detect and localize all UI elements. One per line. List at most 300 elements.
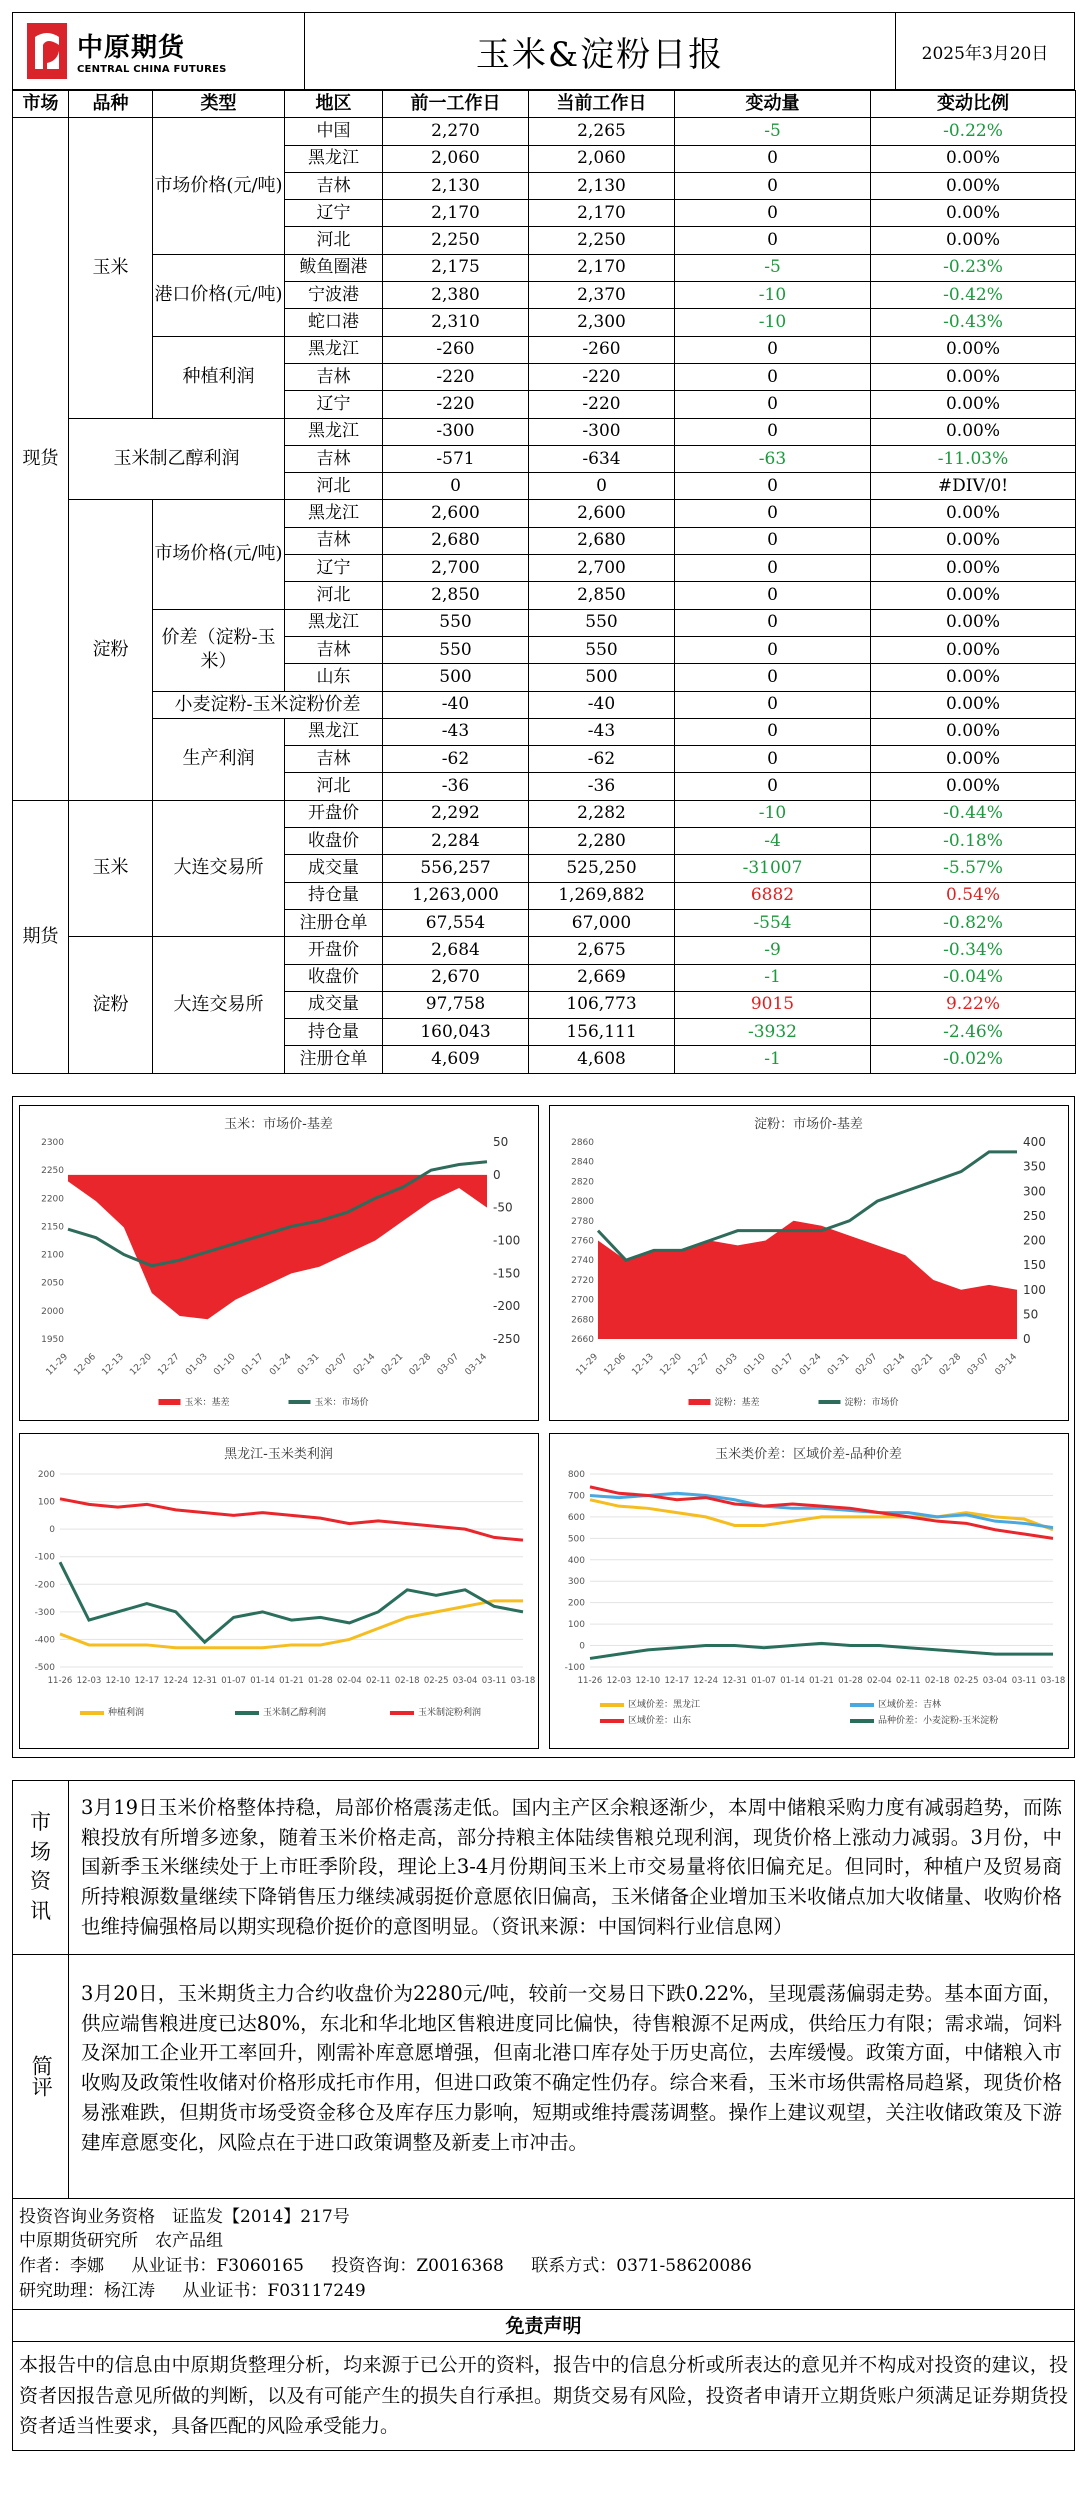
y-tick-label: -100 [34,1552,55,1563]
prev-value-cell: 2,850 [383,582,529,609]
x-tick-label: 02-18 [924,1675,950,1686]
x-tick-label: 12-13 [100,1351,126,1378]
change-pct-cell: 0.00% [871,636,1076,663]
legend-swatch [850,1719,874,1723]
table-header-row [13,91,1076,118]
change-pct-cell: -2.46% [871,1019,1076,1046]
current-value-cell: 2,130 [529,172,675,199]
x-tick-label: 12-20 [128,1351,154,1378]
region-cell: 河北 [285,773,383,800]
current-value-cell: 550 [529,636,675,663]
change-cell: 0 [675,473,871,500]
y-right-tick-label: 200 [1023,1233,1046,1248]
current-value-cell: 525,250 [529,855,675,882]
x-tick-label: 12-27 [156,1351,182,1378]
prev-value-cell: -62 [383,746,529,773]
change-pct-cell: 0.00% [871,746,1076,773]
x-tick-label: 03-18 [1040,1675,1066,1686]
y-tick-label: 100 [37,1497,55,1508]
region-cell: 鲅鱼圈港 [285,254,383,281]
change-pct-cell: 0.00% [871,664,1076,691]
type-starch-spread: 价差（淀粉-玉米） [153,609,285,691]
prev-value-cell: 2,170 [383,200,529,227]
current-value-cell: -260 [529,336,675,363]
x-tick-label: 02-28 [937,1351,964,1378]
region-cell: 黑龙江 [285,418,383,445]
y-left-tick-label: 2840 [571,1157,594,1168]
chart-corn-spread [549,1433,1069,1749]
basis-area [598,1220,1017,1338]
x-tick-label: 02-21 [379,1351,406,1378]
y-right-tick-label: 300 [1023,1183,1046,1198]
x-tick-label: 12-24 [693,1675,719,1686]
change-cell: -4 [675,828,871,855]
y-right-tick-label: 50 [493,1134,509,1149]
current-value-cell: 2,680 [529,527,675,554]
y-left-tick-label: 2250 [41,1165,64,1176]
change-pct-cell: 0.00% [871,363,1076,390]
region-cell: 吉林 [285,746,383,773]
x-tick-label: 03-18 [510,1675,536,1686]
current-value-cell: -62 [529,746,675,773]
x-tick-label: 03-04 [452,1675,478,1686]
assistant-cert: 从业证书：F03117249 [182,2280,366,2301]
current-value-cell: 1,269,882 [529,882,675,909]
current-value-cell: -220 [529,363,675,390]
change-pct-cell: -0.23% [871,254,1076,281]
change-pct-cell: -0.22% [871,118,1076,145]
x-tick-label: 11-29 [574,1351,601,1378]
current-value-cell: 550 [529,609,675,636]
x-tick-label: 01-17 [770,1351,796,1378]
column-header: 前一工作日 [383,91,529,118]
region-cell: 黑龙江 [285,718,383,745]
table-row [13,500,1076,527]
y-tick-label: -300 [34,1607,55,1618]
change-cell: -3932 [675,1019,871,1046]
legend-swatch-price [289,1400,311,1404]
change-cell: 0 [675,773,871,800]
y-left-tick-label: 2820 [571,1177,594,1188]
current-value-cell: 2,669 [529,964,675,991]
change-pct-cell: #DIV/0! [871,473,1076,500]
table-row [13,336,1076,363]
region-cell: 吉林 [285,363,383,390]
change-pct-cell: 0.00% [871,200,1076,227]
y-tick-label: -200 [34,1579,55,1590]
prev-value-cell: -300 [383,418,529,445]
y-tick-label: 500 [567,1534,585,1545]
prev-value-cell: 2,270 [383,118,529,145]
region-cell: 中国 [285,118,383,145]
prev-value-cell: -36 [383,773,529,800]
current-value-cell: 156,111 [529,1019,675,1046]
logo-mark-icon [27,23,67,79]
x-tick-label: 12-10 [105,1675,131,1686]
legend-label: 品种价差：小麦淀粉-玉米淀粉 [878,1715,999,1726]
chart-heilongjiang-profit [19,1433,539,1749]
type-starch-market-price: 市场价格(元/吨) [153,500,285,609]
current-value-cell: 2,280 [529,828,675,855]
prev-value-cell: 2,060 [383,145,529,172]
change-cell: 0 [675,172,871,199]
x-tick-label: 12-31 [192,1675,218,1686]
x-tick-label: 01-14 [780,1675,805,1686]
y-right-tick-label: -50 [493,1200,513,1215]
change-cell: 0 [675,391,871,418]
y-left-tick-label: 2740 [571,1255,594,1266]
legend-swatch [390,1711,414,1715]
prev-value-cell: 0 [383,473,529,500]
y-right-tick-label: 100 [1023,1282,1046,1297]
y-right-tick-label: -200 [493,1298,521,1313]
y-left-tick-label: 2760 [571,1236,594,1247]
x-tick-label: 12-27 [686,1351,712,1378]
prev-value-cell: -260 [383,336,529,363]
y-left-tick-label: 2800 [571,1196,594,1207]
type-wheat-spread: 小麦淀粉-玉米淀粉价差 [153,691,383,718]
y-tick-label: 800 [567,1469,585,1480]
prev-value-cell: 2,292 [383,800,529,827]
region-cell: 收盘价 [285,964,383,991]
legend-swatch-price [819,1400,841,1404]
column-header: 当前工作日 [529,91,675,118]
current-value-cell: 2,850 [529,582,675,609]
change-cell: 0 [675,718,871,745]
current-value-cell: -36 [529,773,675,800]
legend-label: 种植利润 [108,1707,145,1718]
x-tick-label: 02-07 [323,1351,350,1378]
futures-starch: 淀粉 [69,937,153,1073]
x-tick-label: 01-31 [825,1351,852,1378]
prev-value-cell: 2,130 [383,172,529,199]
change-cell: -31007 [675,855,871,882]
prev-value-cell: 2,175 [383,254,529,281]
x-tick-label: 12-03 [76,1675,102,1686]
x-tick-label: 02-25 [953,1675,979,1686]
current-value-cell: 2,675 [529,937,675,964]
legend-swatch [235,1711,259,1715]
author: 作者：李娜 [19,2256,104,2277]
x-tick-label: 02-21 [909,1351,936,1378]
prev-value-cell: 556,257 [383,855,529,882]
legend-label: 区域价差：吉林 [878,1699,942,1710]
legend-swatch [850,1703,874,1707]
region-cell: 吉林 [285,445,383,472]
y-left-tick-label: 2150 [41,1222,64,1233]
y-right-tick-label: 150 [1023,1257,1046,1272]
prev-value-cell: 550 [383,609,529,636]
x-tick-label: 12-17 [134,1675,160,1686]
x-tick-label: 02-11 [365,1675,391,1686]
region-cell: 收盘价 [285,828,383,855]
y-right-tick-label: 350 [1023,1159,1046,1174]
prev-value-cell: 67,554 [383,909,529,936]
x-tick-label: 12-06 [72,1351,99,1378]
logo-text-cn: 中原期货 [77,33,186,63]
x-tick-label: 12-06 [602,1351,629,1378]
x-tick-label: 01-10 [212,1351,238,1378]
prev-value-cell: 500 [383,664,529,691]
x-tick-label: 01-07 [221,1675,246,1686]
change-cell: 0 [675,527,871,554]
x-tick-label: 02-11 [895,1675,921,1686]
y-left-tick-label: 2050 [41,1278,64,1289]
change-cell: 0 [675,200,871,227]
prev-value-cell: 4,609 [383,1046,529,1073]
change-pct-cell: 0.00% [871,582,1076,609]
y-right-tick-label: 250 [1023,1208,1046,1223]
logo-text-en: CENTRAL CHINA FUTURES [77,64,227,75]
prev-value-cell: -220 [383,391,529,418]
y-left-tick-label: 2000 [41,1306,64,1317]
region-cell: 成交量 [285,855,383,882]
comment-section [12,1955,1075,2199]
current-value-cell: 4,608 [529,1046,675,1073]
change-cell: 0 [675,363,871,390]
change-pct-cell: 0.00% [871,145,1076,172]
y-right-tick-label: -250 [493,1331,521,1346]
prev-value-cell: -571 [383,445,529,472]
change-pct-cell: 0.00% [871,418,1076,445]
x-tick-label: 01-03 [184,1351,210,1378]
region-cell: 蛇口港 [285,309,383,336]
change-cell: 0 [675,227,871,254]
region-cell: 开盘价 [285,937,383,964]
prev-value-cell: 2,380 [383,282,529,309]
x-tick-label: 03-07 [435,1351,462,1378]
table-row [13,254,1076,281]
change-pct-cell: 0.00% [871,609,1076,636]
region-cell: 成交量 [285,991,383,1018]
change-cell: 6882 [675,882,871,909]
change-cell: 0 [675,555,871,582]
author-line [19,2254,1068,2279]
change-pct-cell: -0.42% [871,282,1076,309]
column-header: 变动量 [675,91,871,118]
chart-title: 淀粉：市场价-基差 [754,1116,863,1132]
column-header: 品种 [69,91,153,118]
y-tick-label: 300 [567,1576,585,1587]
legend-swatch-basis [689,1399,711,1405]
x-tick-label: 01-10 [742,1351,768,1378]
region-cell: 辽宁 [285,555,383,582]
prev-value-cell: 2,670 [383,964,529,991]
current-value-cell: 500 [529,664,675,691]
x-tick-label: 02-28 [407,1351,434,1378]
change-cell: 0 [675,609,871,636]
prev-value-cell: 2,680 [383,527,529,554]
region-cell: 河北 [285,473,383,500]
table-row [13,718,1076,745]
change-pct-cell: 0.00% [871,391,1076,418]
y-left-tick-label: 1950 [41,1334,64,1345]
y-tick-label: 200 [567,1598,585,1609]
change-cell: 0 [675,418,871,445]
y-left-tick-label: 2680 [571,1314,594,1325]
company-logo [13,13,305,89]
market-spot: 现货 [13,118,69,800]
change-cell: 0 [675,746,871,773]
market-news-section [12,1780,1075,1955]
prev-value-cell: 2,250 [383,227,529,254]
change-cell: -10 [675,309,871,336]
current-value-cell: -634 [529,445,675,472]
change-cell: -5 [675,118,871,145]
y-right-tick-label: 50 [1023,1307,1039,1322]
current-value-cell: 106,773 [529,991,675,1018]
region-cell: 黑龙江 [285,145,383,172]
change-pct-cell: 0.54% [871,882,1076,909]
chart-starch-basis [549,1105,1069,1421]
region-cell: 黑龙江 [285,500,383,527]
prev-value-cell: 97,758 [383,991,529,1018]
table-row [13,118,1076,145]
prev-value-cell: -43 [383,718,529,745]
legend-label-basis: 淀粉：基差 [714,1397,760,1408]
chart-title: 玉米类价差：区域价差-品种价差 [715,1446,902,1462]
change-cell: 0 [675,500,871,527]
prev-value-cell: 160,043 [383,1019,529,1046]
current-value-cell: 2,265 [529,118,675,145]
change-cell: -10 [675,282,871,309]
region-cell: 吉林 [285,527,383,554]
change-pct-cell: -0.43% [871,309,1076,336]
x-tick-label: 01-28 [308,1675,333,1686]
variety-starch: 淀粉 [69,500,153,800]
table-row [13,800,1076,827]
charts-panel [12,1096,1075,1758]
basis-area [68,1175,487,1319]
x-tick-label: 01-17 [240,1351,266,1378]
series-line [60,1562,523,1642]
disclaimer-text: 本报告中的信息由中原期货整理分析，均来源于已公开的资料，报告中的信息分析或所表达的意见并不构成对投资的建议，投资者因报告意见所做的判断，以及有可能产生的损失自行承担。期货交易有风险，投资者申请开立期货账户须满足证券期货投资者适当性要求，具备匹配的风险承受能力。 [12,2342,1075,2450]
report-title: 玉米&淀粉日报 [305,13,896,89]
change-pct-cell: 0.00% [871,500,1076,527]
report-date: 2025年3月20日 [921,43,1049,64]
region-cell: 持仓量 [285,882,383,909]
series-line [60,1499,523,1540]
y-left-tick-label: 2660 [571,1334,594,1345]
legend-swatch-basis [159,1399,181,1405]
x-tick-label: 02-25 [423,1675,449,1686]
change-cell: -5 [675,254,871,281]
current-value-cell: 2,700 [529,555,675,582]
legend-swatch [80,1711,104,1715]
region-cell: 辽宁 [285,200,383,227]
prev-value-cell: 2,600 [383,500,529,527]
region-cell: 吉林 [285,636,383,663]
region-cell: 山东 [285,664,383,691]
y-left-tick-label: 2700 [571,1295,594,1306]
change-pct-cell: -0.44% [871,800,1076,827]
x-tick-label: 12-03 [606,1675,632,1686]
x-tick-label: 12-13 [630,1351,656,1378]
current-value-cell: -300 [529,418,675,445]
assistant: 研究助理：杨江涛 [19,2280,155,2301]
change-pct-cell: -0.18% [871,828,1076,855]
change-pct-cell: 9.22% [871,991,1076,1018]
legend-label-price: 玉米：市场价 [314,1397,369,1408]
variety-corn: 玉米 [69,118,153,418]
x-tick-label: 01-24 [268,1351,294,1378]
y-left-tick-label: 2100 [41,1250,64,1261]
region-cell: 辽宁 [285,391,383,418]
region-cell: 开盘价 [285,800,383,827]
chart-title: 黑龙江-玉米类利润 [224,1446,333,1462]
futures-corn: 玉米 [69,800,153,936]
type-ethanol-profit: 玉米制乙醇利润 [69,418,285,500]
change-cell: 0 [675,691,871,718]
y-tick-label: 0 [579,1641,585,1652]
change-pct-cell: -0.04% [871,964,1076,991]
region-cell: 持仓量 [285,1019,383,1046]
x-tick-label: 11-26 [577,1675,603,1686]
author-cert: 从业证书：F3060165 [131,2256,304,2277]
y-right-tick-label: 0 [493,1167,501,1182]
current-value-cell: 0 [529,473,675,500]
type-corn-plant-profit: 种植利润 [153,336,285,418]
market-futures: 期货 [13,800,69,1073]
column-header: 地区 [285,91,383,118]
contact: 联系方式：0371-58620086 [531,2256,752,2277]
comment-text: 3月20日，玉米期货主力合约收盘价为2280元/吨，较前一交易日下跌0.22%，呈现震荡偏弱走势。基本面方面，供应端售粮进度已达80%，东北和华北地区售粮进度同比偏快，待售粮源不足两成，供给压力有限；需求端，饲料及深加工企业开工率回升，刚需补库意愿增强，但南北港口库存处于历史高位，去库缓慢。政策方面，中储粮入市收购及政策性收储对价格形成托市作用，但进口政策不确定性仍存。综合来看，玉米市场供需格局趋紧，现货价格易涨难跌，但期货市场受资金移仓及库存压力影响，短期或维持震荡调整。操作上建议观望，关注收储政策及下游建库意愿变化，风险点在于进口政策调整及新麦上市冲击。 [81,1981,1062,2154]
change-pct-cell: -0.34% [871,937,1076,964]
change-pct-cell: -11.03% [871,445,1076,472]
x-tick-label: 03-14 [463,1351,490,1378]
region-cell: 河北 [285,582,383,609]
change-cell: -1 [675,964,871,991]
y-tick-label: -100 [564,1662,585,1673]
y-left-tick-label: 2720 [571,1275,594,1286]
legend-label-basis: 玉米：基差 [184,1397,230,1408]
y-right-tick-label: -150 [493,1266,521,1281]
legend-label: 玉米制淀粉利润 [418,1707,482,1718]
y-tick-label: -400 [34,1635,55,1646]
prev-value-cell: -220 [383,363,529,390]
change-cell: -9 [675,937,871,964]
exchange-corn: 大连交易所 [153,800,285,936]
table-row [13,418,1076,445]
current-value-cell: -43 [529,718,675,745]
license-line: 投资咨询业务资格 证监发【2014】217号 [19,2206,350,2227]
prev-value-cell: 2,310 [383,309,529,336]
comment-label: 简评 [13,1955,69,2198]
y-right-tick-label: -100 [493,1233,521,1248]
y-tick-label: 100 [567,1619,585,1630]
chart-title: 玉米：市场价-基差 [224,1116,333,1132]
prev-value-cell: 2,284 [383,828,529,855]
current-value-cell: 2,170 [529,200,675,227]
current-value-cell: 2,300 [529,309,675,336]
y-left-tick-label: 2300 [41,1137,64,1148]
x-tick-label: 01-21 [809,1675,834,1686]
y-tick-label: -500 [34,1662,55,1673]
change-pct-cell: 0.00% [871,172,1076,199]
current-value-cell: -40 [529,691,675,718]
x-tick-label: 12-24 [163,1675,189,1686]
region-cell: 注册仓单 [285,909,383,936]
x-tick-label: 03-14 [993,1351,1020,1378]
x-tick-label: 02-18 [394,1675,420,1686]
type-corn-market-price: 市场价格(元/吨) [153,118,285,254]
y-tick-label: 200 [37,1469,55,1480]
institute-line: 中原期货研究所 农产品组 [19,2231,223,2252]
type-corn-port-price: 港口价格(元/吨) [153,254,285,336]
change-pct-cell: -5.57% [871,855,1076,882]
region-cell: 吉林 [285,172,383,199]
change-pct-cell: 0.00% [871,527,1076,554]
